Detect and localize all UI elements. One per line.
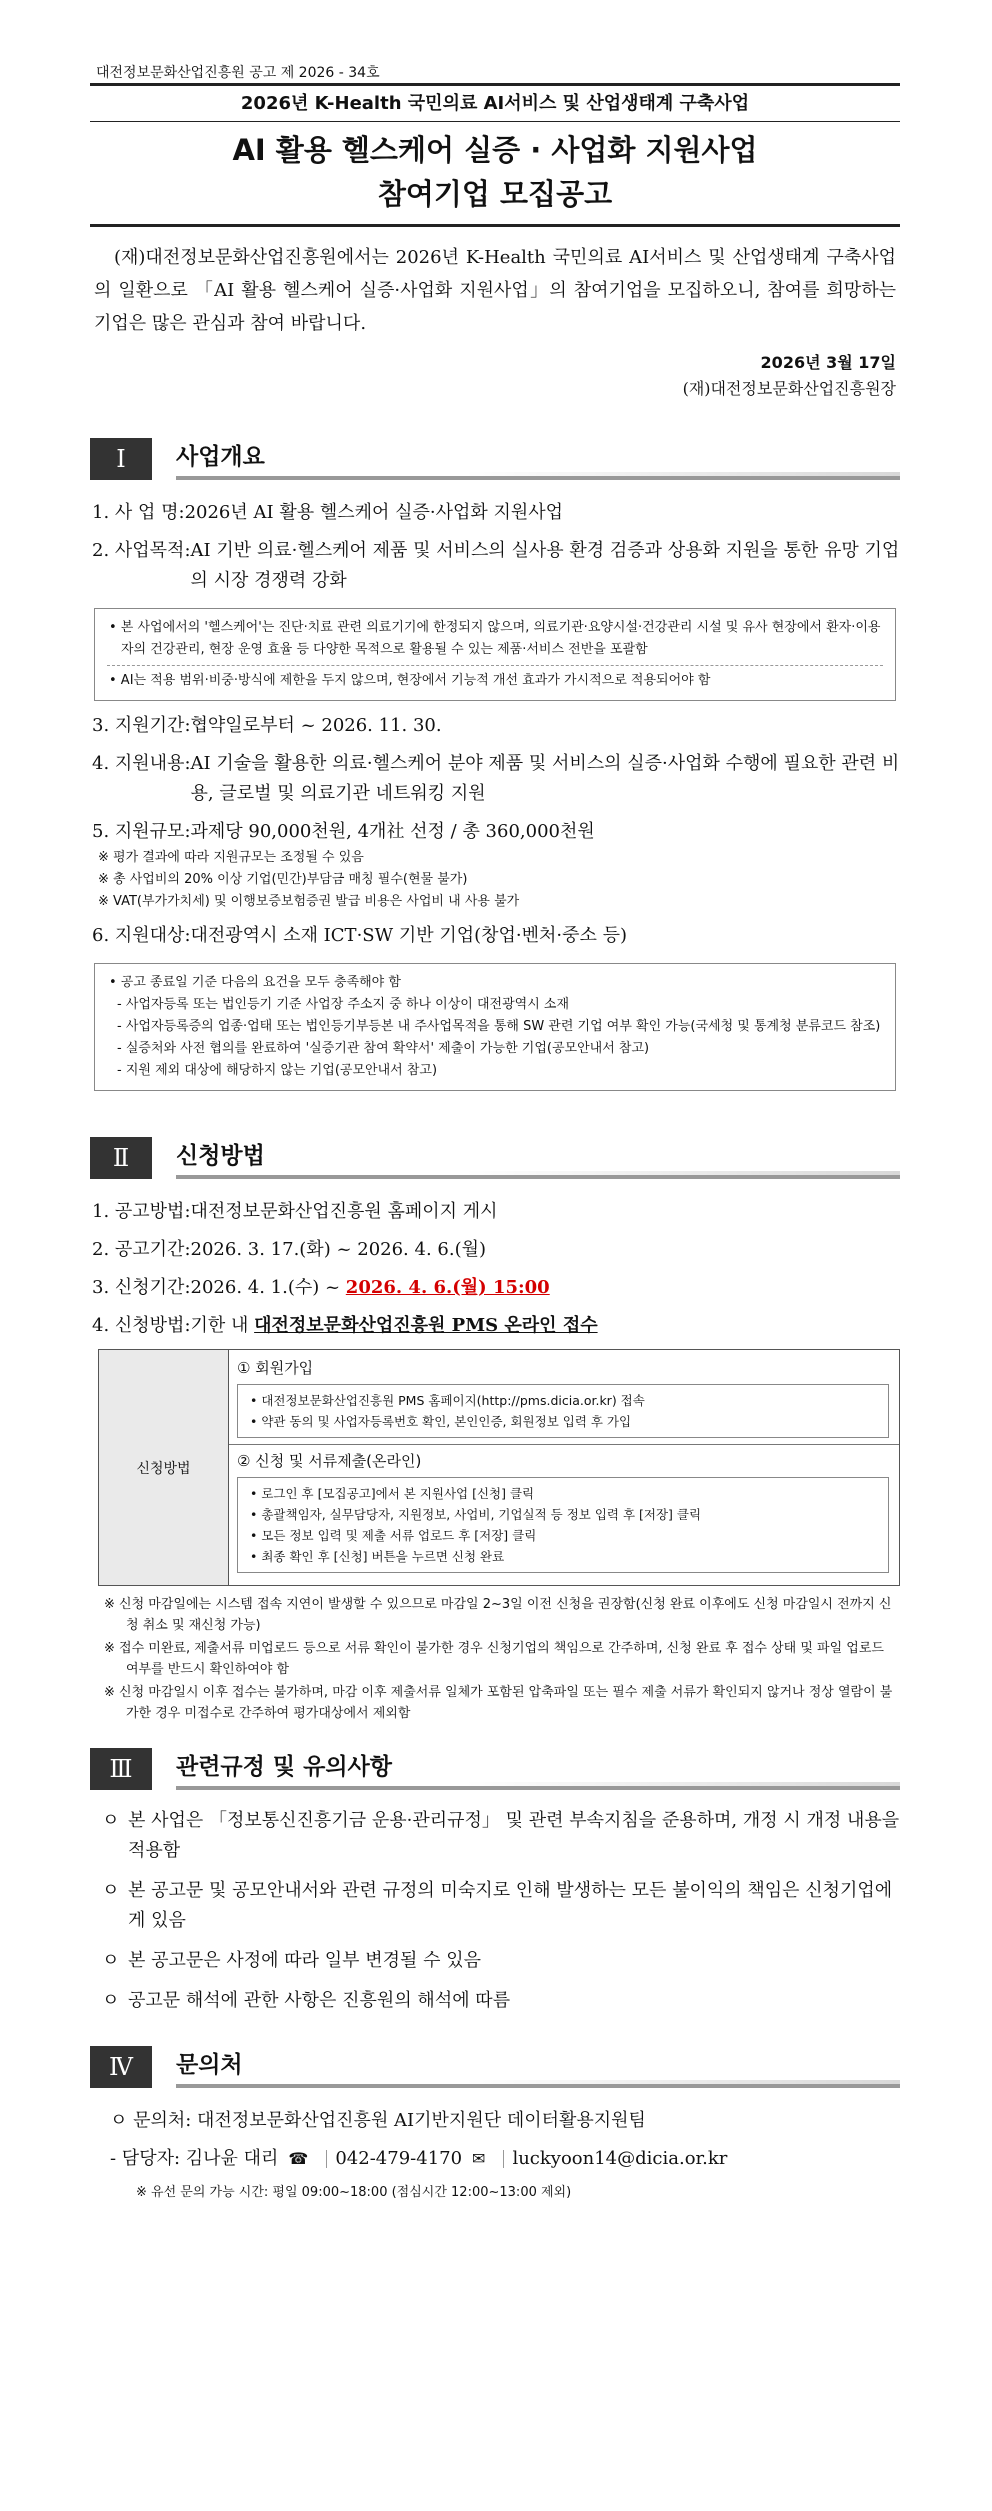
mail-icon: ✉ [472,2149,486,2168]
section-1-header [90,438,900,480]
contact-hours-note: ※ 유선 문의 가능 시간: 평일 09:00~18:00 (점심시간 12:00~13:00 제외) [136,2185,572,2200]
apply-item-method: 4. 신청방법: 기한 내 대전정보문화산업진흥원 PMS 온라인 접수 [92,1315,598,1336]
page-title [90,128,900,216]
section-2-title: 신청방법 [176,1137,900,1179]
section-3-number: Ⅲ [90,1748,152,1790]
overview-item-period: 3. 지원기간: 협약일로부터 ~ 2026. 11. 30. [92,715,442,736]
scale-note: ※ 총 사업비의 20% 이상 기업(민간)부담금 매칭 필수(현물 불가) [98,872,468,887]
issuer: (재)대전정보문화산업진흥원장 [682,379,896,398]
section-1-number: Ⅰ [90,438,152,480]
application-steps-table [98,1349,900,1586]
dashed-divider [107,665,883,666]
scale-note: ※ 평가 결과에 따라 지원규모는 조정될 수 있음 [98,850,364,865]
application-note: ※ 접수 미완료, 제출서류 미업로드 등으로 서류 확인이 불가한 경우 신청기업의 책임으로 간주하며, 신청 완료 후 접수 상태 및 파일 업로드 여부를 반드시 확인하여야 함 [104,1641,884,1677]
step-divider [229,1444,899,1445]
apply-item-announcement: 1. 공고방법: 대전정보문화산업진흥원 홈페이지 게시 [92,1201,498,1222]
notice-document [90,60,900,2204]
section-3-title: 관련규정 및 유의사항 [176,1748,900,1790]
step-1-box: • 대전정보문화산업진흥원 PMS 홈페이지(http://pms.dicia.or.kr) 접속 • 약관 동의 및 사업자등록번호 확인, 본인인증, 회원정보 입력 후 가입 [237,1384,889,1438]
contact-person: - 담당자: 김나윤 대리 [110,2148,279,2169]
contact-phone[interactable]: 042-479-4170 [335,2148,463,2169]
regulation-item: ㅇ 공고문 해석에 관한 사항은 진흥원의 해석에 따름 [102,1990,511,2011]
scale-note: ※ VAT(부가가치세) 및 이행보증보험증권 발급 비용은 사업비 내 사용 불가 [98,894,520,909]
title-divider [90,224,900,227]
contact-department: ㅇ 문의처: 대전정보문화산업진흥원 AI기반지원단 데이터활용지원팀 [110,2110,646,2131]
regulation-item: ㅇ 본 공고문은 사정에 따라 일부 변경될 수 있음 [102,1950,482,1971]
section-4-number: Ⅳ [90,2046,152,2088]
notice-number: 대전정보문화산업진흥원 공고 제 2026 - 34호 [90,60,900,86]
regulation-item: ㅇ 본 사업은 「정보통신진흥기금 운용·관리규정」 및 관련 부속지침을 준용하며, 개정 시 개정 내용을 적용함 [102,1810,900,1861]
contact-person-row [90,2144,900,2174]
section-3-header [90,1748,900,1790]
section-4-title: 문의처 [176,2046,900,2088]
apply-item-notice-period: 2. 공고기간: 2026. 3. 17.(화) ~ 2026. 4. 6.(월) [92,1239,487,1260]
divider [326,2150,327,2168]
eligibility-box: • 공고 종료일 기준 다음의 요건을 모두 충족해야 함 - 사업자등록 또는 법인등기 기준 사업장 주소지 중 하나 이상이 대전광역시 소재 - 사업자등록증의 업종·업태 또는 법인등기부등본 내 주사업목적을 통해 SW 관련 기업 여부 확인 가능(국세청 및 통계청 분류코드 참조) - 실증처와 사전 협의를 완료하여 '실증기관 참여 확약서' 제출이 가능한 기업(공모안내서 참고) - 지원 제외 대상에 해당하지 않는 기업(공모안내서 참고) [94,963,896,1091]
intro-paragraph: (재)대전정보문화산업진흥원에서는 2026년 K-Health 국민의료 AI서비스 및 산업생태계 구축사업의 일환으로 「AI 활용 헬스케어 실증·사업화 지원사업」의 참여기업을 모집하오니, 참여를 희망하는 기업은 많은 관심과 참여 바랍니다. [94,247,896,334]
step-2-box: • 로그인 후 [모집공고]에서 본 지원사업 [신청] 클릭 • 총괄책임자, 실무담당자, 지원정보, 사업비, 기업실적 등 정보 입력 후 [저장] 클릭 • 모든 정보 입력 및 제출 서류 업로드 후 [저장] 클릭 • 최종 확인 후 [신청] 버튼을 누르면 신청 완료 [237,1477,889,1573]
contact-email[interactable]: luckyoon14@dicia.or.kr [512,2148,728,2169]
overview-item-name: 1. 사 업 명: 2026년 AI 활용 헬스케어 실증·사업화 지원사업 [92,502,564,523]
pms-online-highlight: 대전정보문화산업진흥원 PMS 온라인 접수 [254,1315,598,1336]
section-2-number: Ⅱ [90,1137,152,1179]
overview-item-purpose: 2. 사업목적: AI 기반 의료·헬스케어 제품 및 서비스의 실사용 환경 검증과 상용화 지원을 통한 유망 기업의 시장 경쟁력 강화 [92,540,900,591]
section-4-header [90,2046,900,2088]
notice-date: 2026년 3월 17일 [760,353,896,372]
regulation-item: ㅇ 본 공고문 및 공모안내서와 관련 규정의 미숙지로 인해 발생하는 모든 불이익의 책임은 신청기업에게 있음 [102,1880,893,1931]
phone-icon: ☎ [288,2149,309,2168]
application-note: ※ 신청 마감일에는 시스템 접속 지연이 발생할 수 있으므로 마감일 2~3일 이전 신청을 권장함(신청 완료 이후에도 신청 마감일시 전까지 신청 취소 및 재신청 가능) [104,1597,892,1633]
apply-item-application-period: 3. 신청기간: 2026. 4. 1.(수) ~ 2026. 4. 6.(월) 15:00 [92,1277,550,1298]
title-line-1: AI 활용 헬스케어 실증 · 사업화 지원사업 [232,133,758,167]
step-2-title: ② 신청 및 서류제출(온라인) [237,1452,422,1470]
application-notes [90,1594,900,1724]
section-1-title: 사업개요 [176,438,900,480]
application-note: ※ 신청 마감일시 이후 접수는 불가하며, 마감 이후 제출서류 일체가 포함된 압축파일 또는 필수 제출 서류가 확인되지 않거나 정상 열람이 불가한 경우 미접수로 간주하여 평가대상에서 제외함 [104,1685,893,1721]
step-1-title: ① 회원가입 [237,1359,314,1377]
application-table-label: 신청방법 [99,1350,229,1585]
divider [503,2150,504,2168]
overview-item-scale: 5. 지원규모: 과제당 90,000천원, 4개社 선정 / 총 360,000천원 [92,821,595,842]
application-steps [229,1350,899,1585]
section-2-header [90,1137,900,1179]
title-line-2: 참여기업 모집공고 [377,177,613,211]
program-name: 2026년 K-Health 국민의료 AI서비스 및 산업생태계 구축사업 [90,86,900,122]
overview-item-content: 4. 지원내용: AI 기술을 활용한 의료·헬스케어 분야 제품 및 서비스의 실증·사업화 수행에 필요한 관련 비용, 글로벌 및 의료기관 네트워킹 지원 [92,753,900,804]
healthcare-definition-box: • 본 사업에서의 '헬스케어'는 진단·치료 관련 의료기기에 한정되지 않으며, 의료기관·요양시설·건강관리 시설 및 유사 현장에서 환자·이용자의 건강관리, 현장 운영 효율 등 다양한 목적으로 활용될 수 있는 제품·서비스 전반을 포괄함 • AI는 적용 범위·비중·방식에 제한을 두지 않으며, 현장에서 기능적 개선 효과가 가시적으로 적용되어야 함 [94,608,896,701]
deadline-highlight: 2026. 4. 6.(월) 15:00 [345,1277,550,1298]
overview-item-target: 6. 지원대상: 대전광역시 소재 ICT·SW 기반 기업(창업·벤처·중소 등) [92,925,628,946]
